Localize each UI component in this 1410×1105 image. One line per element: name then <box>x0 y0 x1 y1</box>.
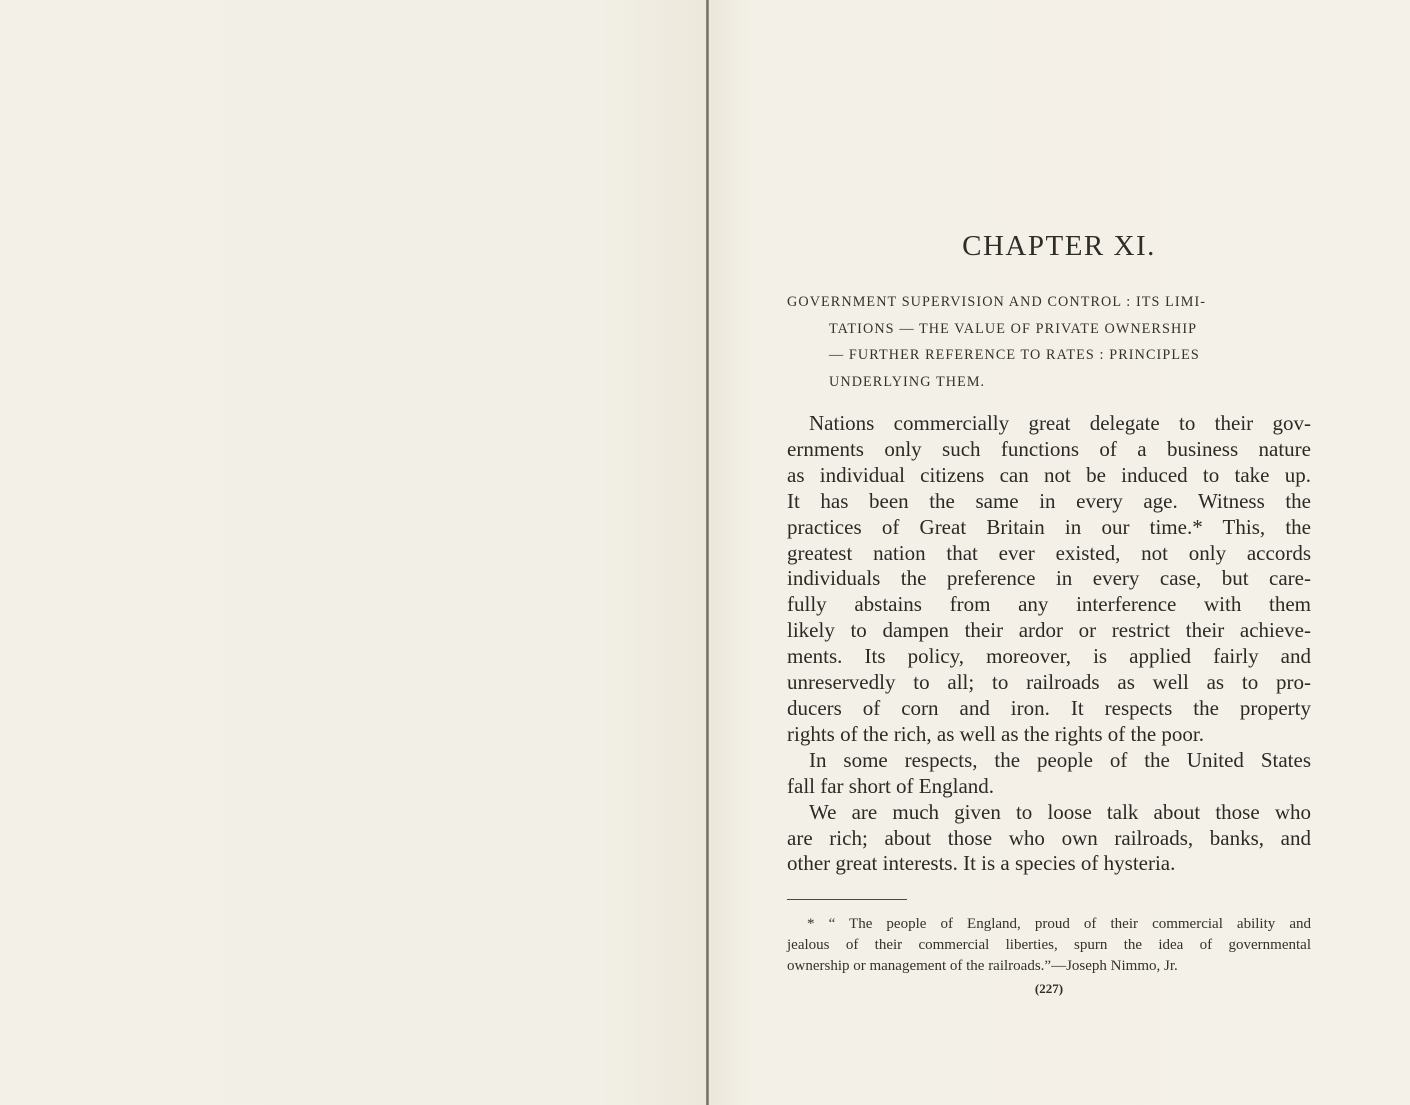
body-line: ments. Its policy, moreover, is applied fairly and <box>787 644 1311 669</box>
body-line: In some respects, the people of the United States <box>809 747 1311 772</box>
body-line: ernments only such functions of a business nature <box>787 436 1311 461</box>
footnote <box>787 914 1311 977</box>
footnote-line: * “ The people of England, proud of their commercial ability and <box>807 916 1311 933</box>
right-page <box>709 0 1410 1105</box>
body-line: It has been the same in every age. Witness the <box>787 488 1311 513</box>
body-line: fully abstains from any interference with them <box>787 592 1311 617</box>
synopsis-line: TATIONS — THE VALUE OF PRIVATE OWNERSHIP <box>829 320 1198 337</box>
page-number: (227) <box>1034 981 1064 997</box>
page-content <box>787 230 1311 997</box>
body-line: We are much given to loose talk about those who <box>809 799 1311 824</box>
body-text <box>787 411 1311 877</box>
chapter-title: CHAPTER XI. <box>962 230 1156 262</box>
synopsis-line: GOVERNMENT SUPERVISION AND CONTROL : ITS LIMI- <box>787 294 1207 310</box>
body-line: likely to dampen their ardor or restrict their achieve- <box>787 618 1311 643</box>
body-line: practices of Great Britain in our time.* This, the <box>787 514 1311 539</box>
body-line: unreservedly to all; to railroads as well as to pro- <box>787 670 1311 695</box>
body-line: as individual citizens can not be induced to take up. <box>787 462 1311 487</box>
body-line: Nations commercially great delegate to their gov- <box>809 411 1311 435</box>
synopsis-line: — FURTHER REFERENCE TO RATES : PRINCIPLES <box>829 347 1200 363</box>
footnote-line: ownership or management of the railroads.”—Joseph Nimmo, Jr. <box>787 958 1178 975</box>
body-line: fall far short of England. <box>787 773 995 798</box>
footnote-divider <box>787 899 907 900</box>
chapter-synopsis <box>787 289 1311 395</box>
body-line: rights of the rich, as well as the rights of the poor. <box>787 721 1204 746</box>
body-line: greatest nation that ever existed, not only accords <box>787 540 1311 565</box>
body-line: ducers of corn and iron. It respects the property <box>787 695 1311 720</box>
body-line: other great interests. It is a species of hysteria. <box>787 851 1176 876</box>
footnote-line: jealous of their commercial liberties, spurn the idea of governmental <box>787 937 1311 954</box>
synopsis-line: UNDERLYING THEM. <box>829 373 986 390</box>
body-line: individuals the preference in every case, but care- <box>787 566 1311 591</box>
body-line: are rich; about those who own railroads, banks, and <box>787 825 1311 850</box>
